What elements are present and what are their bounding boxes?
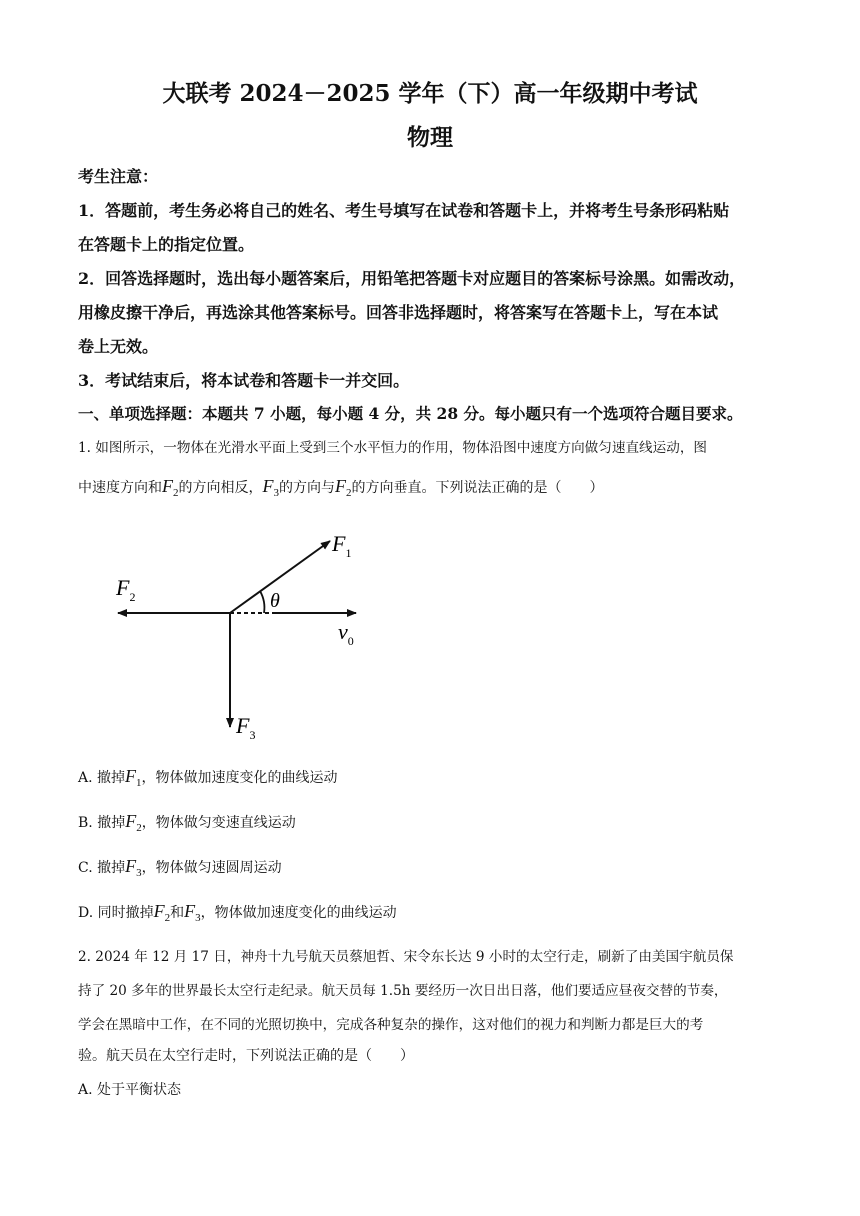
q2-line-3: 学会在黑暗中工作，在不同的光照切换中，完成各种复杂的操作，这对他们的视力和判断力都是巨大的考	[78, 1017, 704, 1033]
note-2-line-1: 2．回答选择题时，选出每小题答案后，用铅笔把答题卡对应题目的答案标号涂黑。如需改动，	[78, 269, 746, 288]
label-f2: $F_2$	[116, 575, 136, 604]
q1-F2-b: $F_2$	[335, 476, 352, 499]
section-1-heading: 一、单项选择题：本题共 7 小题，每小题 4 分，共 28 分。每小题只有一个选项符合题目要求。	[78, 404, 743, 423]
f1-arrow	[230, 541, 330, 613]
note-2-line-3: 卷上无效。	[78, 337, 159, 356]
theta-arc	[260, 591, 264, 613]
q1-text-d: 的方向垂直。下列说法正确的是（ ）	[351, 480, 604, 496]
q2-option-a[interactable]: A. 处于平衡状态	[78, 1082, 182, 1098]
force-diagram	[100, 525, 380, 755]
label-f1: $F_1$	[332, 531, 352, 560]
q1-text-b: 的方向相反，	[178, 480, 263, 496]
label-v0: $v_0$	[338, 619, 354, 648]
q1-F2-a: $F_2$	[162, 476, 179, 499]
subject-title: 物理	[407, 124, 453, 151]
label-f3: $F_3$	[236, 713, 256, 742]
note-1-line-2: 在答题卡上的指定位置。	[78, 235, 255, 254]
q1-line-2	[78, 476, 604, 499]
q2-line-1: 2. 2024 年 12 月 17 日，神舟十九号航天员蔡旭哲、宋令东长达 9 小时的太空行走，刷新了由美国宇航员保	[78, 949, 734, 965]
q1-option-b[interactable]: B. 撤掉$F_2$，物体做匀变速直线运动	[78, 811, 296, 834]
note-3: 3．考试结束后，将本试卷和答题卡一并交回。	[78, 371, 410, 390]
q2-line-4: 验。航天员在太空行走时，下列说法正确的是（ ）	[78, 1048, 414, 1064]
note-1-line-1: 1．答题前，考生务必将自己的姓名、考生号填写在试卷和答题卡上，并将考生号条形码粘贴	[78, 201, 730, 220]
q1-F3: $F_3$	[262, 476, 279, 499]
label-theta: θ	[270, 590, 280, 612]
q1-line-1: 1. 如图所示，一物体在光滑水平面上受到三个水平恒力的作用，物体沿图中速度方向做匀速直线运动，图	[78, 440, 708, 456]
q1-option-d[interactable]: D. 同时撤掉$F_2$和$F_3$，物体做加速度变化的曲线运动	[78, 901, 397, 924]
q1-option-a[interactable]: A. 撤掉$F_1$，物体做加速度变化的曲线运动	[78, 766, 338, 789]
exam-title: 大联考 2024－2025 学年（下）高一年级期中考试	[162, 80, 698, 107]
q1-text-a: 中速度方向和	[78, 480, 162, 496]
note-2-line-2: 用橡皮擦干净后，再选涂其他答案标号。回答非选择题时，将答案写在答题卡上，写在本试	[78, 303, 719, 322]
q1-text-c: 的方向与	[279, 480, 335, 496]
q1-option-c[interactable]: C. 撤掉$F_3$，物体做匀速圆周运动	[78, 856, 282, 879]
notes-heading: 考生注意：	[78, 167, 159, 186]
q2-line-2: 持了 20 多年的世界最长太空行走纪录。航天员每 1.5h 要经历一次日出日落，他们要适应昼夜交替的节奏，	[78, 983, 728, 999]
